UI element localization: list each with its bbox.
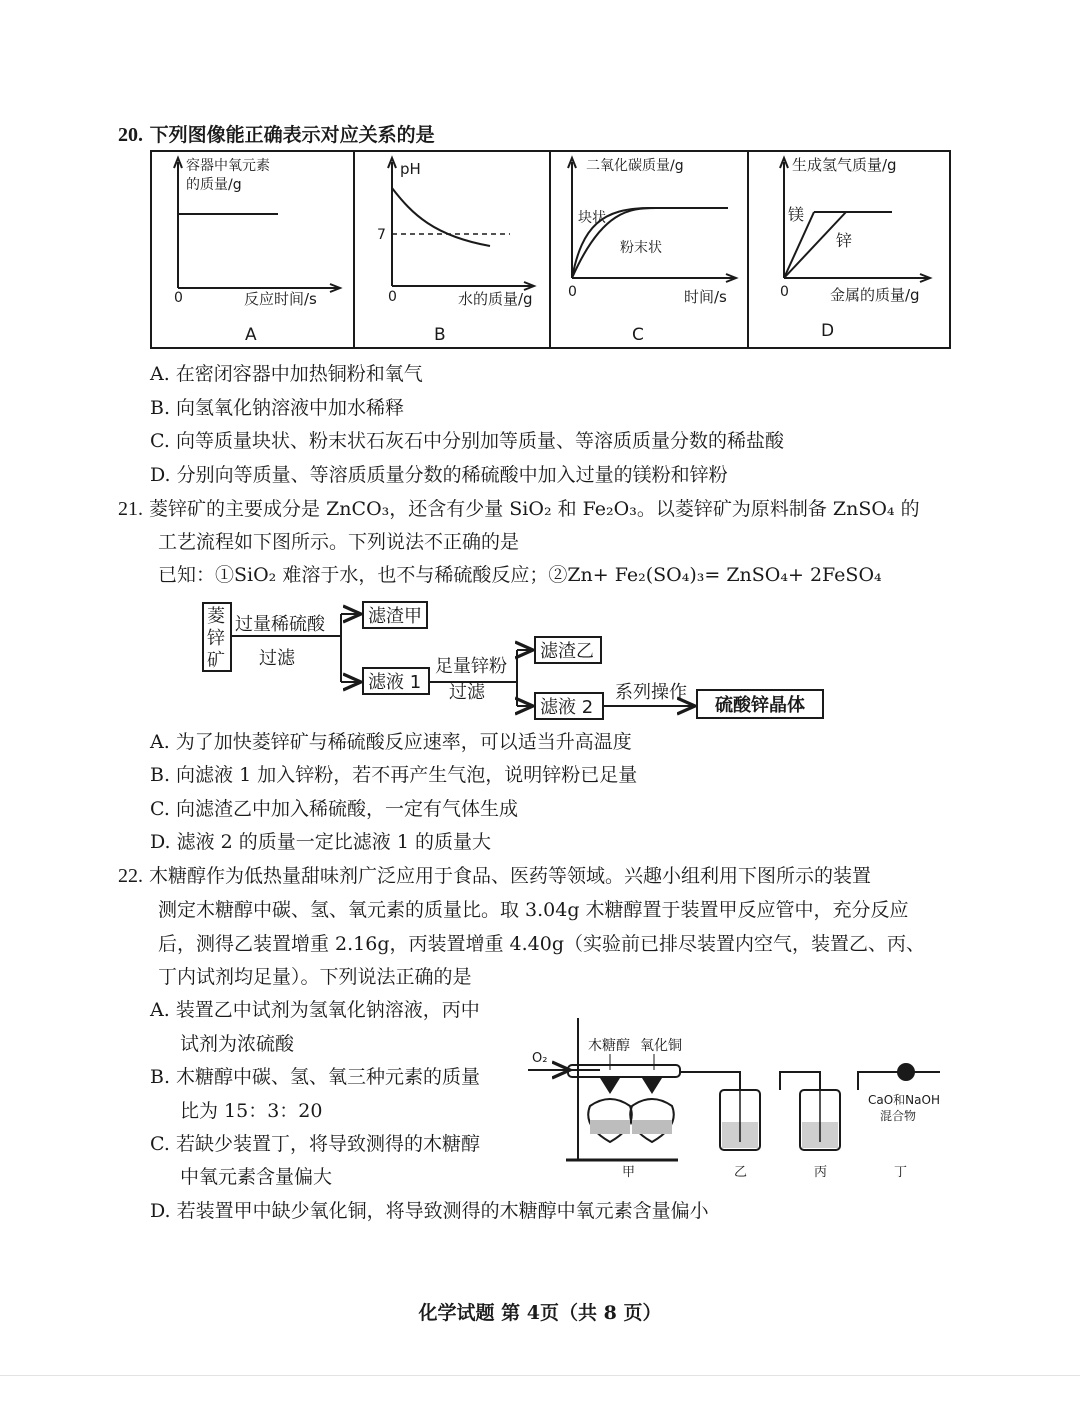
q21-option-b: B. 向滤液 1 加入锌粉，若不再产生气泡，说明锌粉已足量 [150, 764, 638, 786]
q21-number: 21. [118, 498, 143, 520]
q22-option-d: D. 若装置甲中缺少氧化铜，将导致测得的木糖醇中氧元素含量偏小 [150, 1200, 709, 1222]
chart-a-ylabel-2: 的质量/g [186, 177, 242, 193]
q21-option-a: A. 为了加快菱锌矿与稀硫酸反应速率，可以适当升高温度 [150, 731, 632, 753]
q20-number: 20. [118, 124, 143, 146]
q20-option-d: D. 分别向等质量、等溶质质量分数的稀硫酸中加入过量的镁粉和锌粉 [150, 464, 728, 486]
q22-apparatus [528, 1010, 958, 1180]
q22-option-a-line1: A. 装置乙中试剂为氢氧化钠溶液，丙中 [150, 999, 480, 1021]
flow-filtrate2: 滤液 2 [540, 697, 594, 718]
chart-c-curve1-label: 块状 [578, 210, 606, 226]
chart-a-ylabel-1: 容器中氧元素 [186, 158, 270, 174]
chart-c-origin: 0 [568, 284, 577, 300]
chart-b [377, 158, 534, 345]
chart-d-label: D [821, 321, 835, 341]
chart-a-xlabel: 反应时间/s [244, 290, 317, 308]
chart-c [568, 158, 736, 345]
q21-flowchart [195, 598, 835, 723]
chart-d-ylabel: 生成氢气质量/g [792, 156, 897, 174]
burner-2 [630, 1078, 674, 1142]
flow-ore-2: 锌 [207, 628, 225, 649]
flow-filtrate1: 滤液 1 [368, 672, 422, 693]
flow-ore-3: 矿 [207, 650, 225, 671]
apparatus-mixture-1: CaO和NaOH [868, 1093, 940, 1107]
bottom-rule [0, 1375, 1080, 1376]
drying-tube-ding [890, 1063, 940, 1081]
q22-option-c-line2: 中氧元素含量偏大 [180, 1166, 333, 1188]
chart-b-ylabel: pH [400, 160, 421, 178]
q20-stem: 下列图像能正确表示对应关系的是 [149, 124, 435, 146]
apparatus-cuo: 氧化铜 [640, 1038, 682, 1054]
chart-c-xlabel: 时间/s [684, 288, 727, 306]
q22-option-b-line1: B. 木糖醇中碳、氢、氧三种元素的质量 [150, 1066, 481, 1088]
burner-1 [588, 1078, 632, 1142]
flow-step2-top: 足量锌粉 [435, 656, 507, 677]
q22-stem-line3: 后，测得乙装置增重 2.16g，丙装置增重 4.40g（实验前已排尽装置内空气，装置乙、丙、 [158, 933, 926, 955]
q20-option-a: A. 在密闭容器中加热铜粉和氧气 [150, 363, 423, 385]
chart-c-curve2-label: 粉末状 [620, 240, 662, 256]
chart-a [174, 157, 340, 345]
q21-option-c: C. 向滤渣乙中加入稀硫酸，一定有气体生成 [150, 798, 518, 820]
label-bing: 丙 [814, 1165, 828, 1180]
chart-c-ylabel: 二氧化碳质量/g [586, 158, 684, 174]
q21-option-d: D. 滤液 2 的质量一定比滤液 1 的质量大 [150, 831, 491, 853]
flow-step1-top: 过量稀硫酸 [235, 614, 325, 635]
chart-c-label: C [632, 325, 644, 345]
flow-product: 硫酸锌晶体 [715, 695, 805, 716]
q21-stem-line1: 菱锌矿的主要成分是 ZnCO₃，还含有少量 SiO₂ 和 Fe₂O₃。以菱锌矿为原料制备 ZnSO₄ 的 [149, 498, 920, 520]
apparatus-o2: O₂ [532, 1051, 548, 1066]
chart-b-label: B [434, 325, 446, 345]
flow-step1-bottom: 过滤 [259, 648, 295, 669]
chart-b-xlabel: 水的质量/g [458, 290, 533, 308]
q20-option-c: C. 向等质量块状、粉末状石灰石中分别加等质量、等溶质质量分数的稀盐酸 [150, 430, 784, 452]
chart-b-curve [392, 188, 490, 246]
page-footer: 化学试题 第 4页（共 8 页） [418, 1302, 662, 1324]
flow-step3: 系列操作 [615, 682, 687, 703]
q22-stem-line1: 木糖醇作为低热量甜味剂广泛应用于食品、医药等领域。兴趣小组利用下图所示的装置 [149, 865, 872, 887]
chart-b-origin: 0 [388, 289, 397, 305]
q21-known: 已知：①SiO₂ 难溶于水，也不与稀硫酸反应；②Zn+ Fe₂(SO₄)₃= ZnSO₄+ 2FeSO₄ [158, 564, 882, 586]
apparatus-xylitol: 木糖醇 [588, 1038, 630, 1054]
q22-option-c-line1: C. 若缺少装置丁，将导致测得的木糖醇 [150, 1133, 480, 1155]
q22-stem-line4: 丁内试剂均足量）。下列说法正确的是 [158, 966, 472, 988]
q22-header [118, 864, 871, 888]
bottle-yi [720, 1090, 760, 1150]
apparatus-mixture-2: 混合物 [880, 1109, 917, 1123]
q20-charts [150, 150, 952, 350]
bottle-bing [800, 1090, 840, 1150]
chart-b-tick: 7 [377, 227, 386, 243]
q21-stem-line2: 工艺流程如下图所示。下列说法不正确的是 [158, 531, 520, 553]
chart-a-origin: 0 [174, 290, 183, 306]
chart-d-curve1-label: 镁 [788, 205, 805, 224]
flow-step2-bottom: 过滤 [449, 682, 485, 703]
chart-d [780, 156, 930, 341]
chart-d-origin: 0 [780, 284, 789, 300]
flow-ore-1: 菱 [207, 606, 225, 627]
chart-a-label: A [245, 325, 257, 345]
q20-option-b: B. 向氢氧化钠溶液中加水稀释 [150, 397, 405, 419]
q22-stem-line2: 测定木糖醇中碳、氢、氧元素的质量比。取 3.04g 木糖醇置于装置甲反应管中，充分反应 [158, 899, 909, 921]
label-ding: 丁 [894, 1165, 908, 1180]
label-yi: 乙 [734, 1165, 748, 1180]
flow-residue1: 滤渣甲 [368, 606, 422, 627]
chart-d-xlabel: 金属的质量/g [830, 286, 920, 304]
q21-header [118, 497, 920, 521]
q22-number: 22. [118, 865, 143, 887]
q22-option-b-line2: 比为 15：3：20 [180, 1100, 323, 1122]
q22-option-a-line2: 试剂为浓硫酸 [180, 1033, 295, 1055]
chart-d-curve2-label: 锌 [836, 231, 853, 250]
flow-residue2: 滤渣乙 [540, 641, 594, 662]
label-jia: 甲 [622, 1165, 636, 1180]
q20-header [118, 123, 435, 147]
